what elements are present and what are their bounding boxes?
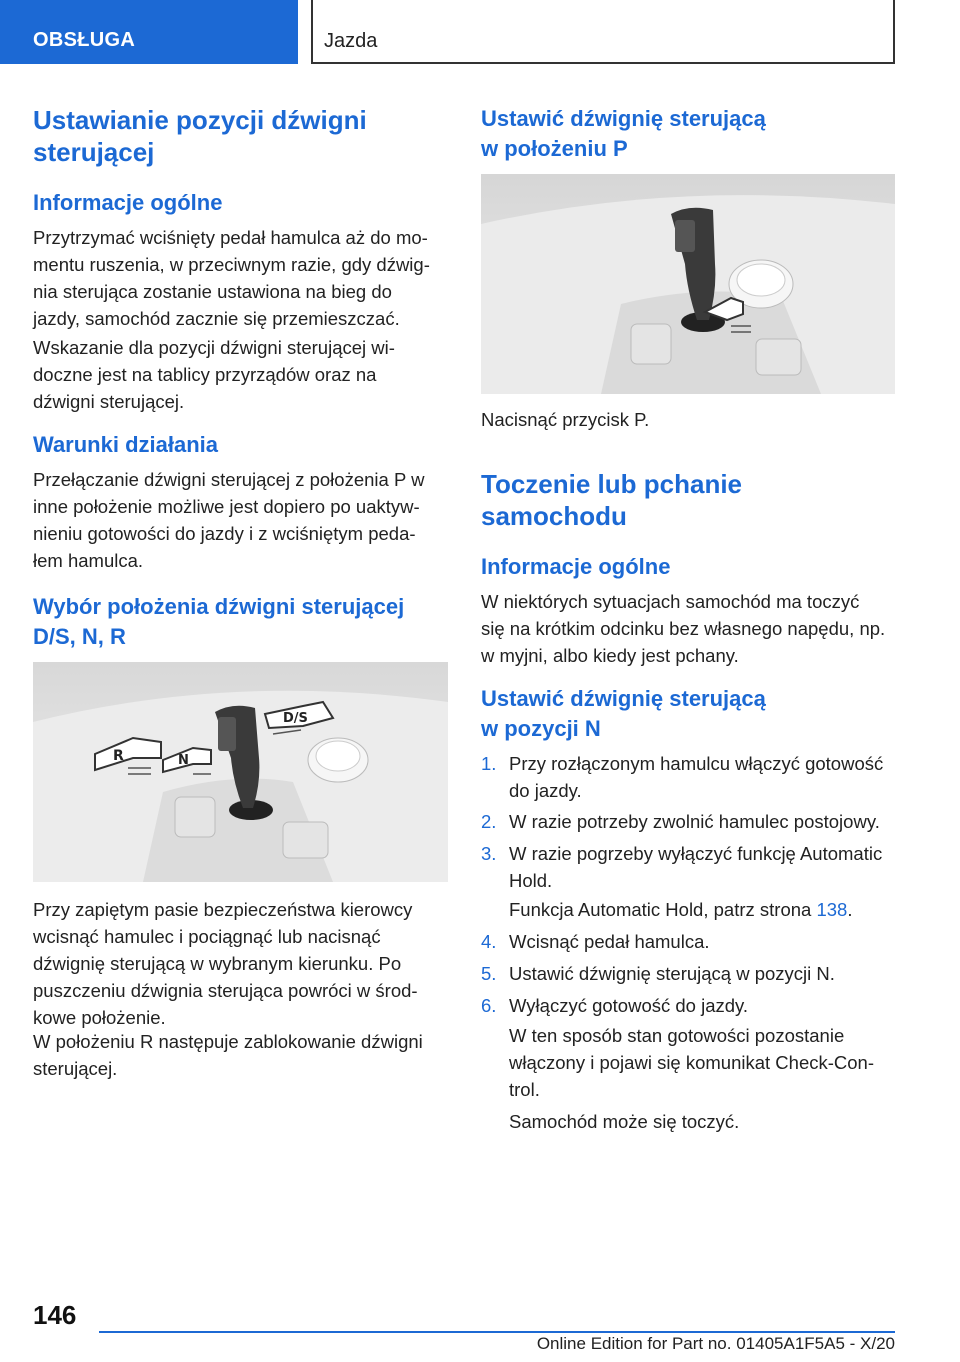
rolling-general-text: W niektórych sytuacjach samochód ma toczyć się na krótkim odcinku bez własnego napędu, np. w myjni, albo kiedy jest pchany. (481, 591, 886, 666)
operating-conditions-text: Przełączanie dźwigni sterującej z położenia P w inne położenie możliwe jest dopiero po uaktyw- nieniu gotowości do jazdy i z wciśniętym peda- łem hamulca. (33, 469, 425, 571)
header-frame (311, 0, 895, 64)
figure-label-r: R (113, 748, 124, 764)
subheading-general-info: Informacje ogólne (33, 190, 223, 215)
r-position-text: W położeniu R następuje zablokowanie dźwigni sterującej. (33, 1031, 423, 1079)
step6-note-2: Samochód może się toczyć. (509, 1111, 740, 1132)
gear-selector-park-illustration (481, 174, 895, 394)
figure-label-n: N (178, 753, 189, 768)
select-position-text: Przy zapiętym pasie bezpieczeństwa kierowcy wcisnąć hamulec i pociągnąć lub nacisnąć dźwignię sterującą w wybranym kierunku. Po puszczeniu dźwignia sterująca powróci w środ- kowe położenie. (33, 899, 418, 1028)
section-heading-gear-selector-position: Ustawianie pozycji dźwigni sterującej (33, 105, 367, 167)
subheading-set-neutral: Ustawić dźwignię sterującą w pozycji N (481, 686, 766, 741)
section-tab: OBSŁUGA (0, 0, 298, 64)
general-info-text: Przytrzymać wciśnięty pedał hamulca aż do mo- mentu ruszenia, w przeciwnym razie, gdy dźwig- nia sterująca zostanie ustawiona na bieg do jazdy, samochód zacznie się przemieszczać. (33, 227, 430, 329)
subheading-set-park: Ustawić dźwignię sterującą w położeniu P (481, 106, 766, 161)
step6-note-1: W ten sposób stan gotowości pozostanie włączony i pojawi się komunikat Check-Con- trol. (509, 1025, 875, 1100)
subheading-general-info-rolling: Informacje ogólne (481, 554, 671, 579)
gear-selector-ds-n-r-illustration (33, 662, 448, 882)
indicator-text: Wskazanie dla pozycji dźwigni sterującej wi- doczne jest na tablicy przyrządów oraz na dźwigni sterującej. (33, 337, 395, 412)
subheading-select-ds-n-r: Wybór położenia dźwigni sterującej D/S, N, R (33, 594, 405, 649)
section-heading-rolling-pushing: Toczenie lub pchanie samochodu (481, 469, 743, 531)
page-link-138[interactable]: 138 (816, 899, 848, 920)
park-text: Nacisnąć przycisk P. (481, 409, 650, 430)
page-number: 146 (33, 1300, 77, 1330)
chapter-title: Jazda (324, 30, 378, 52)
footer-edition-text: Online Edition for Part no. 01405A1F5A5 - X/20 (536, 1334, 895, 1353)
figure-label-ds: D/S (283, 711, 308, 726)
subheading-operating-conditions: Warunki działania (33, 432, 219, 457)
footer-divider (99, 1331, 895, 1333)
step3-note: Funkcja Automatic Hold, patrz strona 138. (509, 899, 853, 920)
